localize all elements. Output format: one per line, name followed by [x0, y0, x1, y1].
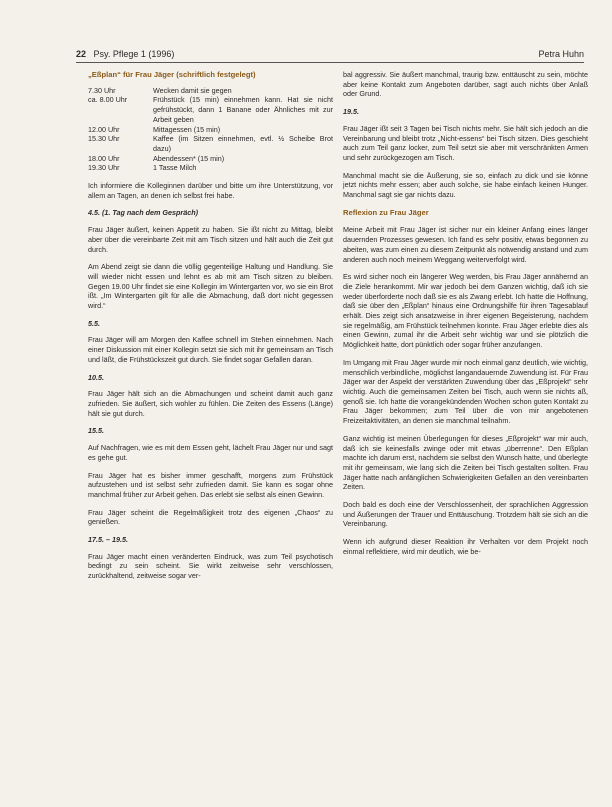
- entry-heading: 19.5.: [343, 107, 359, 117]
- schedule-row: [88, 86, 333, 96]
- entry-heading: 10.5.: [88, 372, 104, 382]
- paragraph: Frau Jäger äußert, keinen Appetit zu haben. Sie ißt nicht zu Mittag, bleibt aber über die vereinbarte Zeit mit am Tisch sitzen und hält auch die Zeit gut durch.: [88, 225, 333, 254]
- schedule-text: Frühstück (15 min) einnehmen kann. Hat sie nicht gefrühstückt, dann 1 Banane oder Ähnliches mit zur Arbeit geben: [153, 95, 333, 124]
- schedule-row: [88, 125, 333, 135]
- paragraph: Am Abend zeigt sie dann die völlig gegenteilige Haltung und Handlung. Sie will wieder nicht essen und lehnt es ab mit am Tisch sitzen zu bleiben. Gegen 19.00 Uhr findet sie eine Kollegin im Wintergarten vor, wo sie ein Brot ißt. „Im Wintergarten gilt für alle die Abmachung, daß dort nicht gegessen wird.“: [88, 262, 333, 311]
- paragraph: Frau Jäger hat es bisher immer geschafft, morgens zum Frühstück aufzustehen und ist selbst sehr zufrieden damit. Sie kann es sogar ohne manchmal früher zur Arbeit gehen. Das erlebt sie selbst als einen Gewinn.: [88, 470, 333, 499]
- paragraph: Frau Jäger macht einen veränderten Eindruck, was zum Teil psychotisch bedingt zu sein scheint. Sie wirkt zeitweise sehr verschlossen, zurückhaltend, zeitweise sogar ver-: [88, 551, 333, 581]
- eating-plan-schedule: [88, 86, 333, 173]
- paragraph: Im Umgang mit Frau Jäger wurde mir noch einmal ganz deutlich, wie wichtig, menschlich verbindliche, möglichst langandauernde Zuwendung ist. Für Frau Jäger war der Aspekt der verstärkten Zuwendung über das „Eßprojekt“ sehr wichtig. Auch die gemeinsamen Zeiten bei Tisch, auch wenn sie nichts aß, genoß sie. Ich hatte die vorangekündenden Wochen schon guten Kontakt zu Frau Jäger bekommen; zum Teil über die von mir angebotenen Freizeitaktivitäten, an denen sie manchmal teilnahm.: [343, 357, 588, 426]
- author-name: Petra Huhn: [538, 49, 584, 59]
- schedule-text: Kaffee (im Sitzen einnehmen, evtl. ½ Scheibe Brot dazu): [153, 134, 333, 153]
- paragraph: Es wird sicher noch ein längerer Weg werden, bis Frau Jäger annähernd an die Ziele herankommt. Mir war jedoch bei dem Ganzen wichtig, daß ich sie weder überforderte noch daß sie es als Zwang erlebt. Ich hatte die Hoffnung, daß sie über den „Eßplan“ hinaus eine Ordnungshilfe für ihren Tagesablauf erhält. Dies zeigt sich ansatzweise in ihrer eigenen Begeisterung, nachdem sie regelmäßig, am Frühstück teilnehmen konnte. Frau Jäger erlebte dies als einen Gewinn, zumal ihr die Arbeit sehr wichtig war und sie plötzlich die Möglichkeit hatte, dort pünktlich oder sogar früher anzufangen.: [343, 272, 588, 350]
- entry-heading: 17.5. – 19.5.: [88, 535, 128, 545]
- paragraph: bal aggressiv. Sie äußert manchmal, traurig bzw. enttäuscht zu sein, möchte aber keine Kontakt zum Angeboten darüber, sagt auch nichts über Anlaß oder Grund.: [343, 70, 588, 99]
- right-column: [343, 70, 588, 565]
- schedule-time: ca. 8.00 Uhr: [88, 95, 128, 105]
- paragraph: Meine Arbeit mit Frau Jäger ist sicher nur ein kleiner Anfang eines länger dauernden Prozesses gewesen. Ich fand es sehr positiv, etwas begonnen zu abeiten, was zum einen zu diesem Zeitpunkt als notwendig anstand und zum anderen auch noch meinem Weggang weiterverfolgt wird.: [343, 225, 588, 264]
- schedule-time: 12.00 Uhr: [88, 124, 120, 134]
- entry-heading: 4.5. (1. Tag nach dem Gespräch): [88, 208, 198, 218]
- schedule-text: Abendessen* (15 min): [153, 153, 225, 163]
- paragraph: Frau Jäger ißt seit 3 Tagen bei Tisch nichts mehr. Sie hält sich jedoch an die Vereinbarung und bleibt trotz „Nicht-essens“ bei Tisch sitzen. Dies geschieht auch zum Teil ganz locker, zum Teil setzt sie aber mit verschränkten Armen und sehr zurückgezogen am Tisch.: [343, 123, 588, 162]
- schedule-time: 19.30 Uhr: [88, 163, 120, 173]
- schedule-row: [88, 95, 333, 124]
- schedule-text: Wecken damit sie gegen: [153, 85, 232, 95]
- paragraph: Frau Jäger scheint die Regelmäßigkeit trotz des eigenen „Chaos“ zu genießen.: [88, 507, 333, 527]
- paragraph: Auf Nachfragen, wie es mit dem Essen geht, lächelt Frau Jäger nur und sagt es gehe gut.: [88, 443, 333, 462]
- schedule-time: 18.00 Uhr: [88, 153, 120, 163]
- paragraph: Wenn ich aufgrund dieser Reaktion ihr Verhalten vor dem Projekt noch einmal reflektiere, wird mir deutlich, wie be-: [343, 537, 588, 556]
- left-column: [88, 70, 333, 589]
- paragraph: Ganz wichtig ist meinen Überlegungen für dieses „Eßprojekt“ war mir auch, daß ich sie keinesfalls zwinge oder mit etwas „überrenne“. Den Eßplan machte ich darum erst, nachdem sie selbst den Wunsch hatte, und überlegte mit ihr gemeinsam, wie lang sich die Zeiten bei Tisch gestalten sollten. Frau Jäger hatte nach anfänglichen Schwierigkeiten Gefallen an den vereinbarten Zeiten.: [343, 433, 588, 492]
- schedule-time: 15.30 Uhr: [88, 134, 120, 144]
- schedule-time: 7.30 Uhr: [88, 85, 116, 95]
- paragraph: Frau Jäger hält sich an die Abmachungen und scheint damit auch ganz zufrieden. Sie äußert, sich wohler zu fühlen. Die Zeiten des Essens (Länge) hält sie gut durch.: [88, 389, 333, 418]
- entry-heading: 5.5.: [88, 318, 100, 328]
- paragraph: Frau Jäger will am Morgen den Kaffee schnell im Stehen einnehmen. Nach einer Diskussion mit einer Kollegin setzt sie sich mit ihr gemeinsam an Tisch und läßt, die Frühstückszeit gut durch. Sie findet sogar Gefallen daran.: [88, 335, 333, 364]
- paragraph: Manchmal macht sie die Äußerung, sie so, einfach zu dick und sie könne jetzt nichts mehr essen; aber auch solche, sie habe einfach keinen Hunger. Manchmal sagt sie gar nichts dazu.: [343, 170, 588, 200]
- section-heading: Reflexion zu Frau Jäger: [343, 207, 429, 217]
- page-number: 22: [76, 49, 87, 59]
- journal-citation: Psy. Pflege 1 (1996): [93, 49, 175, 59]
- schedule-row: [88, 154, 333, 164]
- page-header: [76, 49, 584, 63]
- schedule-row: [88, 134, 333, 153]
- paragraph: Doch bald es doch eine der Verschlossenheit, der sprachlichen Aggression und Äußerungen der Trauer und Enttäuschung. Trotzdem hält sie sich an die Vereinbarung.: [343, 500, 588, 529]
- entry-heading: 15.5.: [88, 426, 104, 436]
- eating-plan-title: „Eßplan“ für Frau Jäger (schriftlich festgelegt): [88, 70, 256, 79]
- schedule-row: [88, 163, 333, 173]
- header-rule: [76, 62, 584, 63]
- schedule-text: 1 Tasse Milch: [153, 163, 197, 173]
- schedule-text: Mittagessen (15 min): [153, 124, 221, 134]
- paragraph: Ich informiere die Kolleginnen darüber und bitte um ihre Unterstützung, vor allem an Tagen, an denen ich selbst frei habe.: [88, 181, 333, 200]
